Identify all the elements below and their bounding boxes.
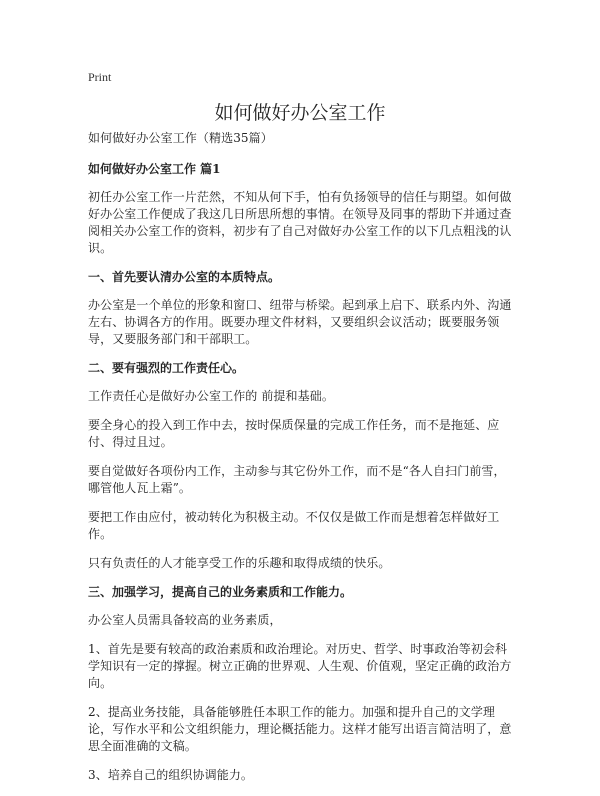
heading-3: 三、加强学习，提高自己的业务素质和工作能力。: [88, 585, 353, 599]
paragraph-4: 要自觉做好各项份内工作，主动参与其它份外工作，而不是“各人自扫门前雪，哪管他人瓦上霜”。: [88, 464, 506, 495]
section-heading: 如何做好办公室工作 篇1: [88, 162, 221, 176]
paragraph-9: 2、提高业务技能，具备能够胜任本职工作的能力。加强和提升自己的文学理论，写作水平和公文组织能力，理论概括能力。这样才能写出语言简洁明了，意思全面准确的文稿。: [88, 705, 512, 753]
paragraph-7: 办公室人员需具备较高的业务素质，: [88, 613, 282, 627]
paragraph-3: 要全身心的投入到工作中去，按时保质保量的完成工作任务，而不是拖延、应付、得过且过。: [88, 418, 500, 449]
paragraph-6: 只有负责任的人才能享受工作的乐趣和取得成绩的快乐。: [88, 556, 391, 570]
paragraph-10: 3、培养自己的组织协调能力。: [88, 768, 254, 782]
paragraph-8: 1、首先是要有较高的政治素质和政治理论。对历史、哲学、时事政治等初会科学知识有一定的撑握。树立正确的世界观、人生观、价值观，坚定正确的政治方向。: [88, 642, 512, 690]
paragraph-intro: 初任办公室工作一片茫然，不知从何下手，怕有负扬领导的信任与期望。如何做好办公室工作便成了我这几日所思所想的事情。在领导及同事的帮助下并通过查阅相关办公室工作的资料，初步有了自己对做好办公室工作的以下几点粗浅的认识。: [88, 190, 512, 255]
paragraph-5: 要把工作由应付，被动转化为积极主动。不仅仅是做工作而是想着怎样做好工作。: [88, 510, 500, 541]
heading-2: 二、要有强烈的工作责任心。: [88, 361, 245, 375]
paragraph-1: 办公室是一个单位的形象和窗口、纽带与桥梁。起到承上启下、联系内外、沟通左右、协调各方的作用。既要办理文件材料，又要组织会议活动；既要服务领导，又要服务部门和干部职工。: [88, 298, 512, 346]
page-title: 如何做好办公室工作: [214, 102, 386, 124]
heading-1: 一、首先要认清办公室的本质特点。: [88, 270, 281, 284]
document-body: [88, 130, 516, 796]
document-subtitle: 如何做好办公室工作（精选35篇）: [88, 131, 273, 145]
print-label: Print: [88, 70, 112, 84]
paragraph-2: 工作责任心是做好办公室工作的 前提和基础。: [88, 389, 334, 403]
